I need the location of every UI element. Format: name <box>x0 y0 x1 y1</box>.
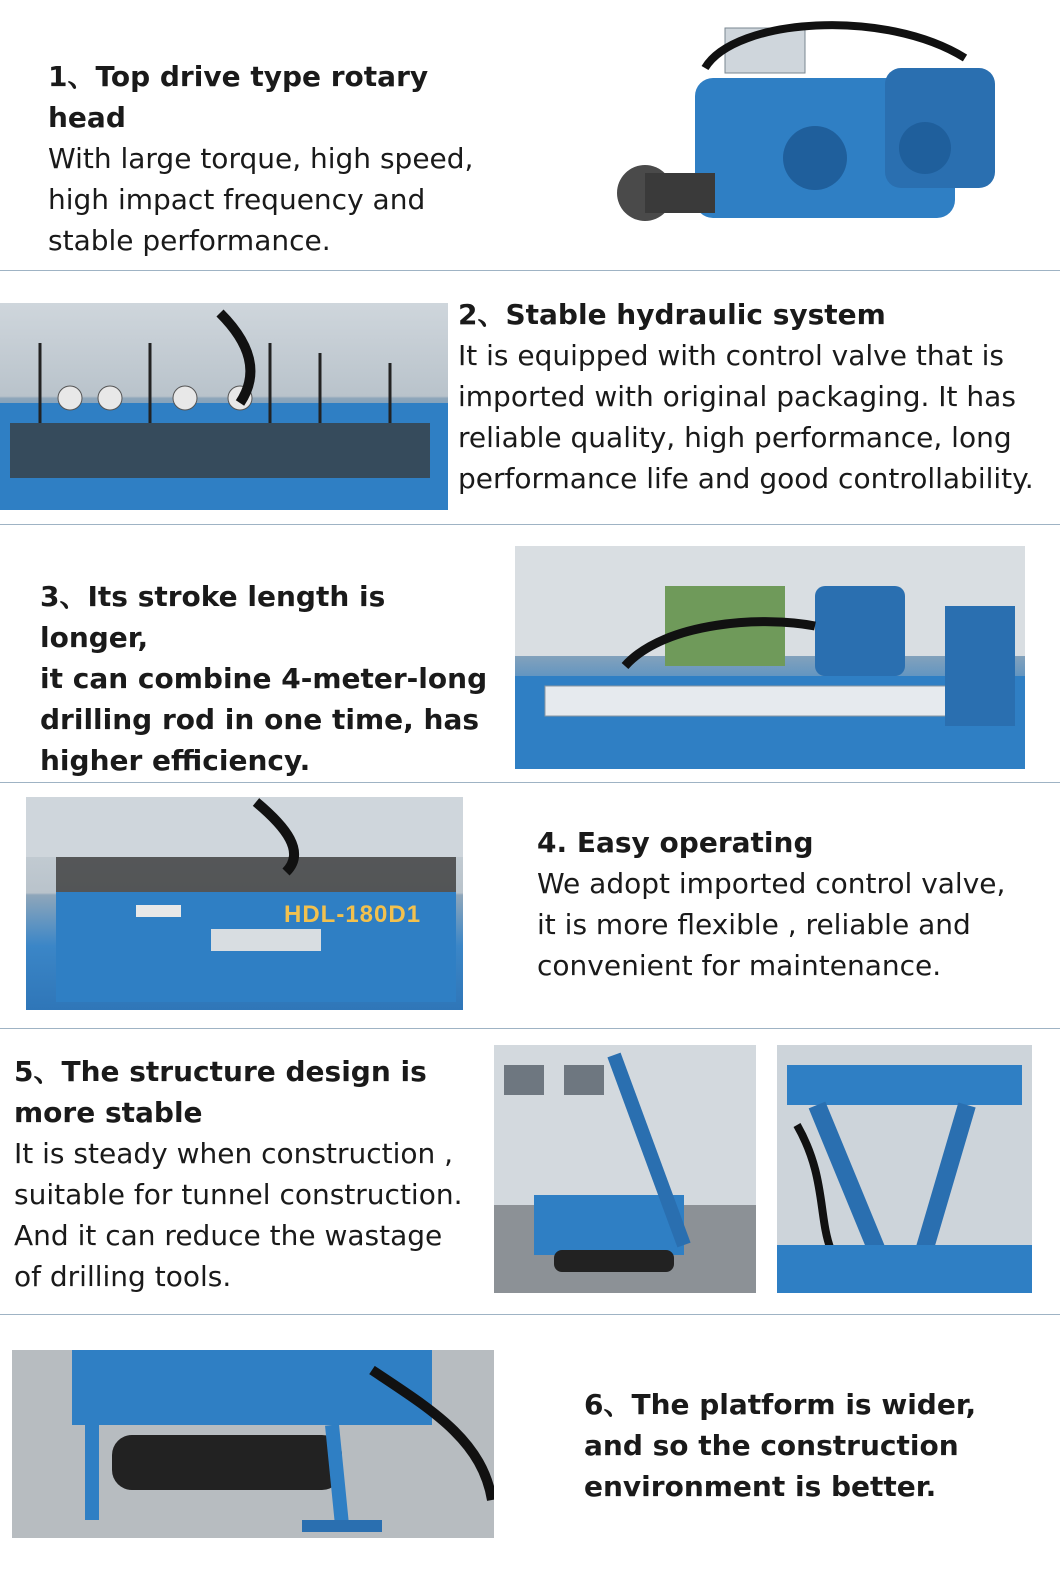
section-6-line-2: environment is better. <box>584 1470 937 1503</box>
section-2-line-4: performance life and good controllability. <box>458 462 1034 495</box>
model-plate-label: HDL-180D1 <box>284 901 422 928</box>
section-6-line-1: and so the construction <box>584 1429 959 1462</box>
divider-2 <box>0 524 1060 525</box>
section-5-line-3: And it can reduce the wastage <box>14 1219 443 1252</box>
control-panel-photo <box>26 797 463 1010</box>
section-2-line-1: It is equipped with control valve that is <box>458 339 1004 372</box>
section-1-line-3: stable performance. <box>48 224 331 257</box>
section-4-line-2: it is more flexible , reliable and <box>537 908 971 941</box>
section-4-line-1: We adopt imported control valve, <box>537 867 1006 900</box>
rotary-head-photo <box>585 8 1015 258</box>
section-5-heading: 5、The structure design is <box>14 1055 427 1088</box>
section-2-text <box>458 294 1058 499</box>
section-6-heading: 6、The platform is wider, <box>584 1388 977 1421</box>
drill-rig-illustration <box>494 1045 756 1293</box>
section-5-line-2: suitable for tunnel construction. <box>14 1178 463 1211</box>
section-1-line-1: With large torque, high speed, <box>48 142 474 175</box>
divider-5 <box>0 1314 1060 1315</box>
structure-frame-photo <box>777 1045 1032 1293</box>
section-5-heading-2: more stable <box>14 1096 203 1129</box>
section-3-line-3: higher efficiency. <box>40 744 311 777</box>
section-2-line-3: reliable quality, high performance, long <box>458 421 1012 454</box>
divider-4 <box>0 1028 1060 1029</box>
section-1-text <box>48 56 498 261</box>
section-4-heading: 4. Easy operating <box>537 826 814 859</box>
hydraulic-valves-illustration <box>0 303 448 510</box>
drill-rig-photo <box>494 1045 756 1293</box>
section-3-heading: 3、Its stroke length is longer, <box>40 580 386 654</box>
stroke-length-illustration <box>515 546 1025 769</box>
section-2-line-2: imported with original packaging. It has <box>458 380 1016 413</box>
stroke-length-photo <box>515 546 1025 769</box>
divider-1 <box>0 270 1060 271</box>
section-1-heading: 1、Top drive type rotary head <box>48 60 429 134</box>
section-3-line-2: drilling rod in one time, has <box>40 703 480 736</box>
section-4-line-3: convenient for maintenance. <box>537 949 942 982</box>
section-2-heading: 2、Stable hydraulic system <box>458 298 886 331</box>
section-5-text <box>14 1051 484 1297</box>
section-6-text <box>584 1384 1044 1507</box>
rotary-head-illustration <box>585 8 1015 258</box>
divider-3 <box>0 782 1060 783</box>
section-3-line-1: it can combine 4-meter-long <box>40 662 488 695</box>
section-3-text <box>40 576 500 781</box>
structure-frame-illustration <box>777 1045 1032 1293</box>
platform-illustration <box>12 1350 494 1538</box>
platform-photo <box>12 1350 494 1538</box>
hydraulic-valves-photo <box>0 303 448 510</box>
section-1-line-2: high impact frequency and <box>48 183 426 216</box>
section-5-line-1: It is steady when construction , <box>14 1137 454 1170</box>
section-4-text <box>537 822 1047 986</box>
section-5-line-4: of drilling tools. <box>14 1260 232 1293</box>
